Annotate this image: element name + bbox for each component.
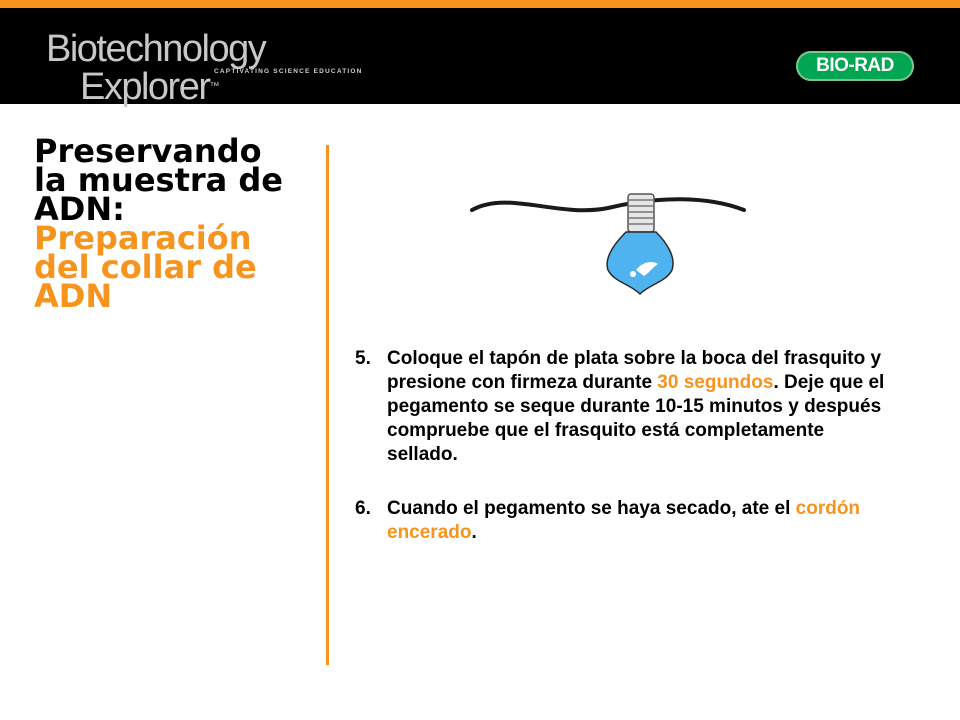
- instruction-list: [355, 347, 895, 575]
- step-highlight: cordón encerado: [387, 498, 861, 543]
- step-text-before: Cuando el pegamento se haya secado, ate el: [387, 498, 796, 519]
- step-text: [387, 497, 895, 545]
- waxed-cord: [472, 199, 744, 210]
- slide-title-sub: Preparación del collar de ADN: [34, 219, 257, 315]
- step-text-after: . Deje que el pegamento se seque durante 10-15 minutos y después compruebe que el frasquito está completamente sellado.: [387, 372, 885, 465]
- vertical-divider: [326, 145, 329, 665]
- list-item: [355, 347, 895, 467]
- silver-cap: [628, 194, 654, 232]
- list-item: [355, 497, 895, 545]
- dna-necklace-vial-icon: [468, 178, 748, 298]
- step-text-before: Coloque el tapón de plata sobre la boca del frasquito y presione con firmeza durante: [387, 348, 882, 393]
- slide-title: [34, 132, 304, 315]
- step-number: 5.: [355, 348, 371, 369]
- slide-title-main: Preservando la muestra de ADN:: [34, 132, 283, 228]
- step-number: 6.: [355, 498, 371, 519]
- logo-tagline: CAPTIVATING SCIENCE EDUCATION: [214, 68, 363, 75]
- top-accent-stripe: [0, 0, 960, 8]
- bio-rad-logo-text: BIO-RAD: [816, 55, 894, 76]
- logo-line2: [80, 68, 220, 106]
- vial-body: [607, 232, 673, 294]
- header-banner: [0, 8, 960, 108]
- vial-highlight-dot: [630, 271, 636, 277]
- logo-line2-text: Explorer: [80, 66, 210, 108]
- logo-trademark: ™: [209, 81, 220, 92]
- step-highlight: 30 segundos: [657, 372, 774, 393]
- step-text: [387, 347, 895, 467]
- logo-line1: Biotechnology: [46, 28, 266, 70]
- bio-rad-logo: [796, 51, 914, 81]
- step-text-after: .: [471, 522, 477, 543]
